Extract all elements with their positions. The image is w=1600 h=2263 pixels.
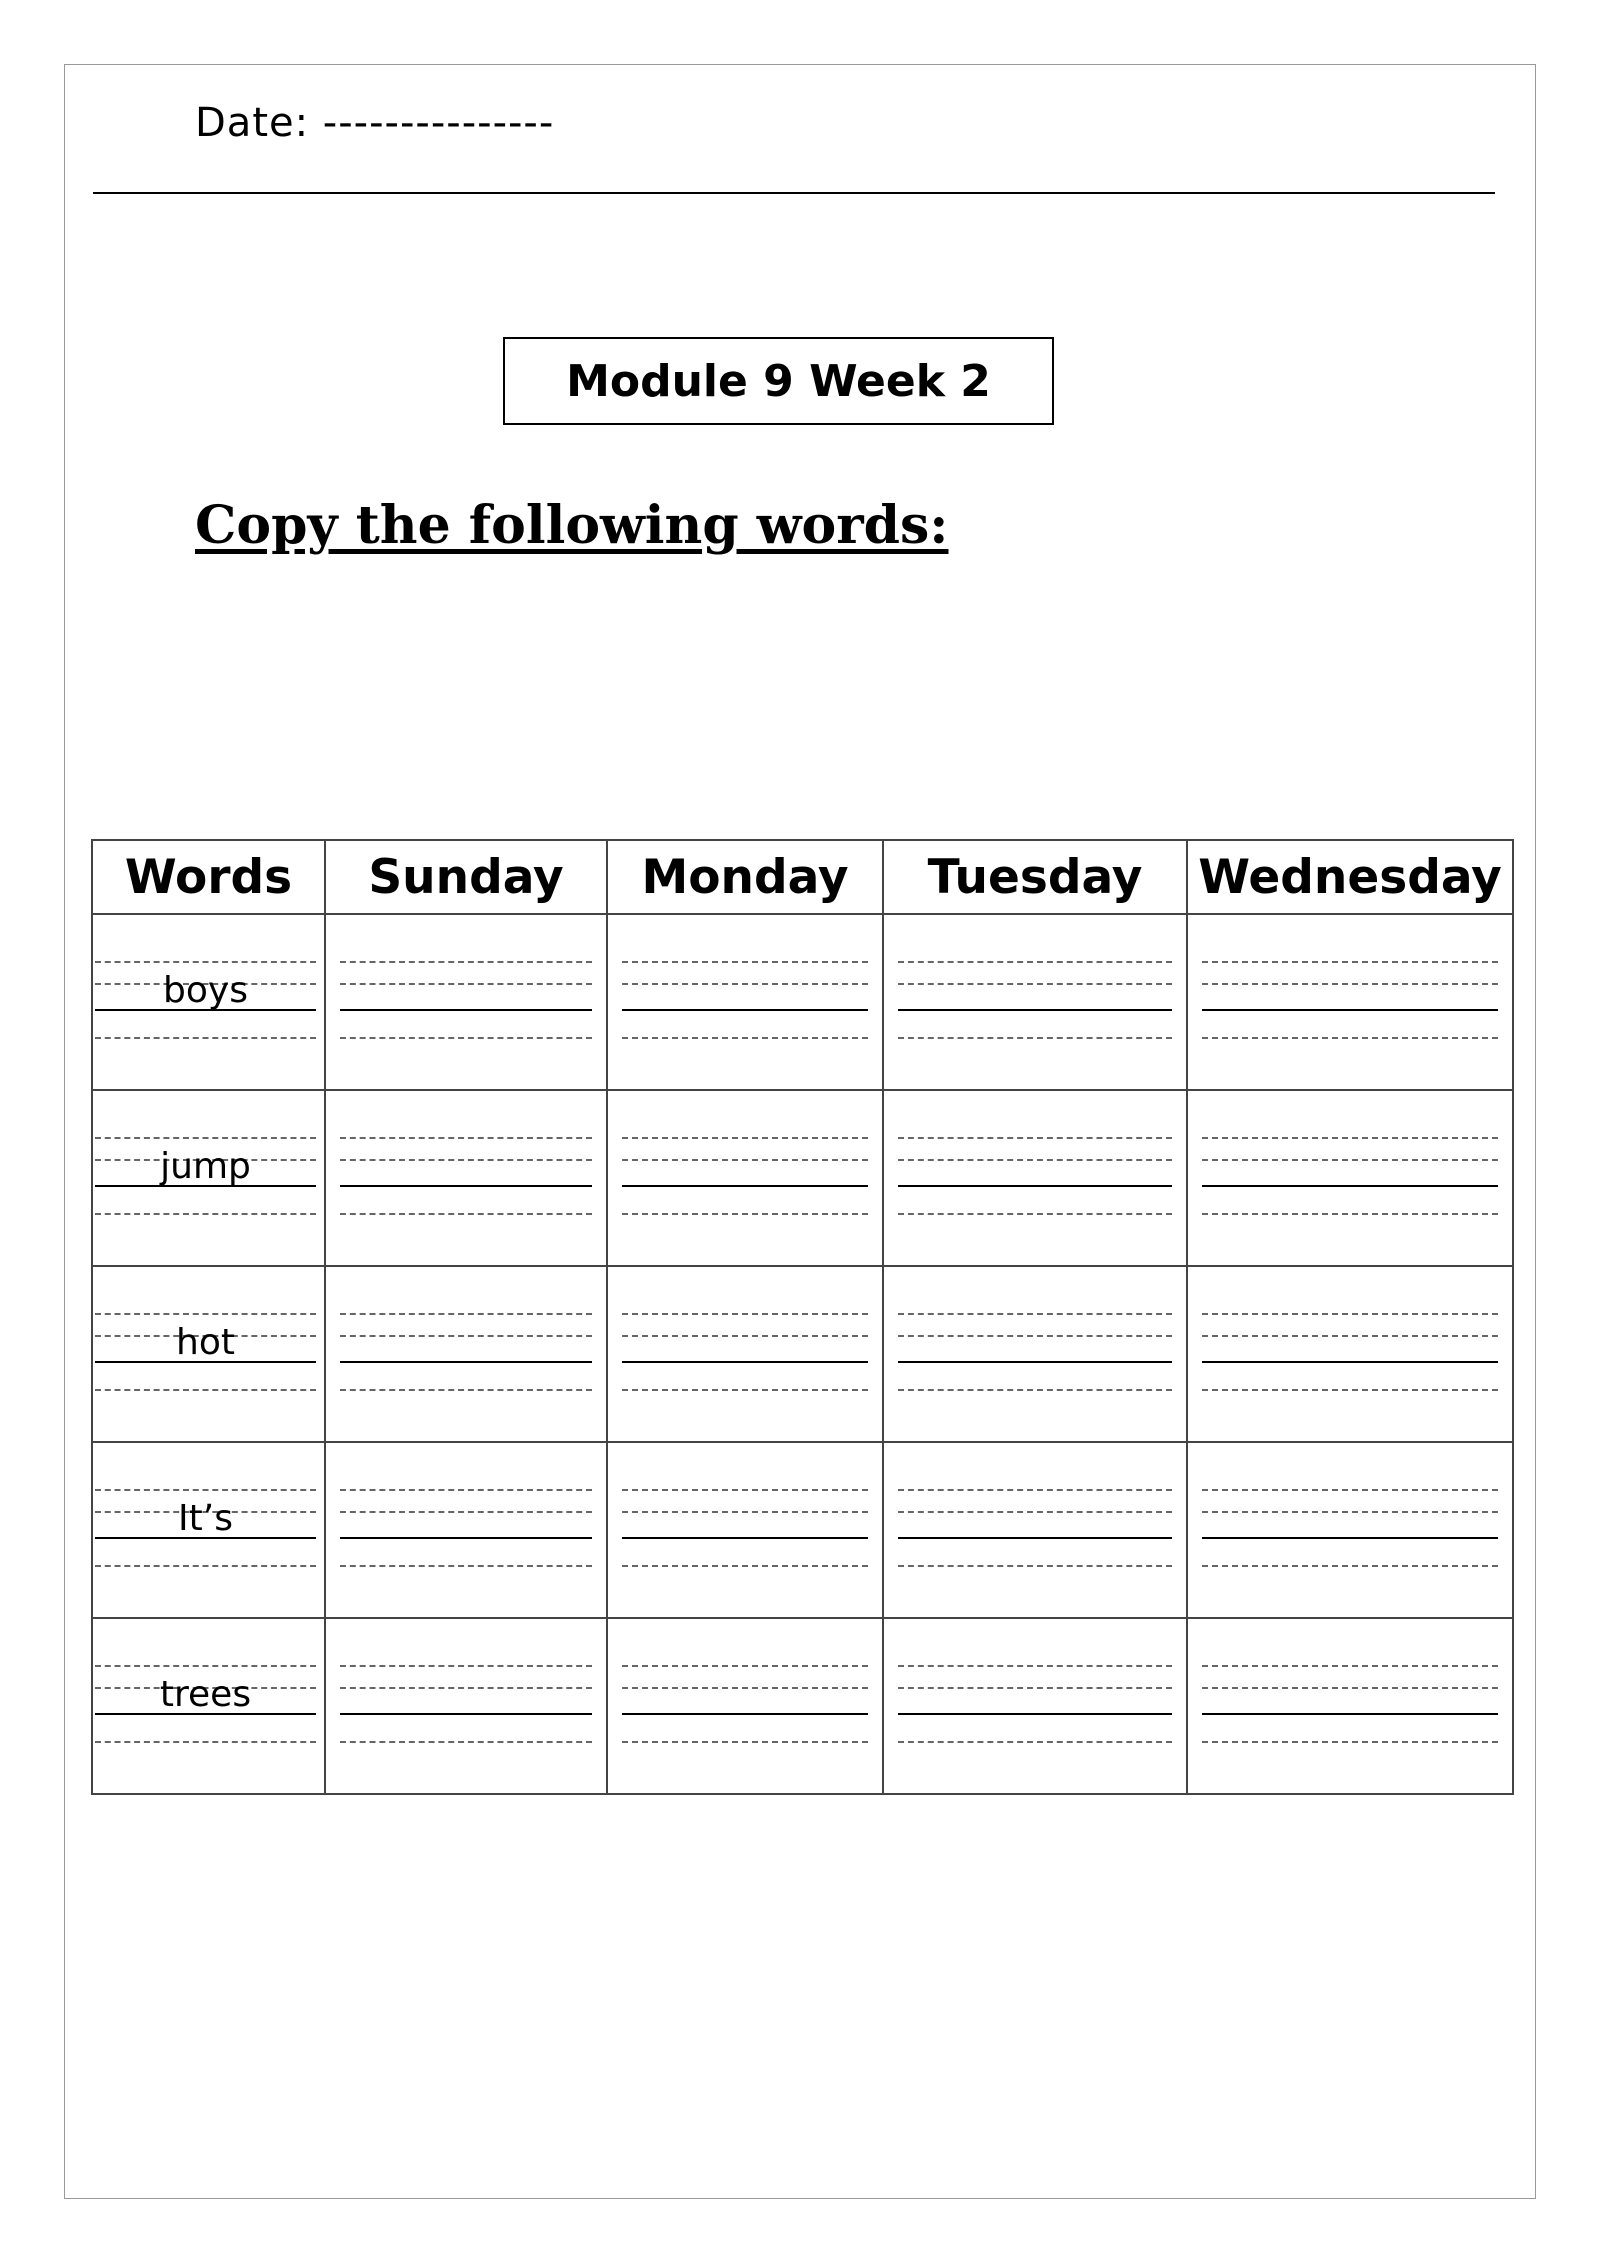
word-cell — [92, 1618, 325, 1794]
writing-cell-tuesday[interactable] — [883, 1266, 1187, 1442]
table-row — [92, 1442, 1513, 1618]
handwriting-lines — [898, 1313, 1172, 1395]
handwriting-lines — [1202, 1489, 1498, 1571]
writing-cell-monday[interactable] — [607, 914, 883, 1090]
practice-word: trees — [159, 1674, 252, 1715]
worksheet-title: Module 9 Week 2 — [566, 355, 991, 407]
table-header-row — [92, 840, 1513, 914]
tracing-guide-lines — [95, 1313, 316, 1395]
handwriting-lines — [622, 1313, 868, 1395]
writing-cell-monday[interactable] — [607, 1090, 883, 1266]
writing-cell-sunday[interactable] — [325, 1618, 607, 1794]
handwriting-lines — [340, 1313, 592, 1395]
writing-cell-monday[interactable] — [607, 1266, 883, 1442]
writing-cell-tuesday[interactable] — [883, 1090, 1187, 1266]
handwriting-lines — [898, 961, 1172, 1043]
writing-cell-wednesday[interactable] — [1187, 1618, 1513, 1794]
tracing-guide-lines — [95, 961, 316, 1043]
date-label: Date: --------------- — [195, 100, 555, 146]
tracing-guide-lines — [95, 1665, 316, 1747]
writing-cell-wednesday[interactable] — [1187, 1442, 1513, 1618]
tracing-guide-lines — [95, 1489, 316, 1571]
practice-word: boys — [163, 970, 248, 1011]
column-header-sunday: Sunday — [325, 840, 607, 914]
handwriting-lines — [898, 1137, 1172, 1219]
header-divider — [93, 192, 1495, 194]
handwriting-lines — [1202, 1313, 1498, 1395]
title-box — [503, 337, 1054, 425]
practice-word: jump — [160, 1146, 251, 1187]
handwriting-lines — [622, 961, 868, 1043]
writing-cell-monday[interactable] — [607, 1618, 883, 1794]
writing-cell-sunday[interactable] — [325, 914, 607, 1090]
writing-cell-wednesday[interactable] — [1187, 914, 1513, 1090]
handwriting-lines — [340, 1137, 592, 1219]
tracing-guide-lines — [95, 1137, 316, 1219]
handwriting-lines — [340, 1489, 592, 1571]
handwriting-lines — [1202, 1137, 1498, 1219]
writing-cell-tuesday[interactable] — [883, 1442, 1187, 1618]
writing-cell-wednesday[interactable] — [1187, 1266, 1513, 1442]
instruction-heading: Copy the following words: — [195, 495, 949, 556]
writing-cell-sunday[interactable] — [325, 1090, 607, 1266]
word-cell — [92, 1442, 325, 1618]
word-cell — [92, 914, 325, 1090]
writing-cell-sunday[interactable] — [325, 1442, 607, 1618]
handwriting-lines — [622, 1489, 868, 1571]
writing-cell-sunday[interactable] — [325, 1266, 607, 1442]
practice-word: hot — [176, 1322, 235, 1363]
writing-cell-tuesday[interactable] — [883, 1618, 1187, 1794]
handwriting-lines — [1202, 961, 1498, 1043]
writing-cell-wednesday[interactable] — [1187, 1090, 1513, 1266]
handwriting-practice-table — [91, 839, 1514, 1795]
word-cell — [92, 1266, 325, 1442]
column-header-tuesday: Tuesday — [883, 840, 1187, 914]
table-row — [92, 914, 1513, 1090]
handwriting-lines — [622, 1137, 868, 1219]
handwriting-lines — [1202, 1665, 1498, 1747]
handwriting-lines — [898, 1489, 1172, 1571]
column-header-wednesday: Wednesday — [1187, 840, 1513, 914]
handwriting-lines — [340, 1665, 592, 1747]
column-header-monday: Monday — [607, 840, 883, 914]
practice-word: It’s — [178, 1498, 233, 1539]
column-header-words: Words — [92, 840, 325, 914]
table-row — [92, 1266, 1513, 1442]
handwriting-lines — [622, 1665, 868, 1747]
word-cell — [92, 1090, 325, 1266]
handwriting-lines — [898, 1665, 1172, 1747]
table-row — [92, 1090, 1513, 1266]
handwriting-lines — [340, 961, 592, 1043]
writing-cell-tuesday[interactable] — [883, 914, 1187, 1090]
table-row — [92, 1618, 1513, 1794]
writing-cell-monday[interactable] — [607, 1442, 883, 1618]
